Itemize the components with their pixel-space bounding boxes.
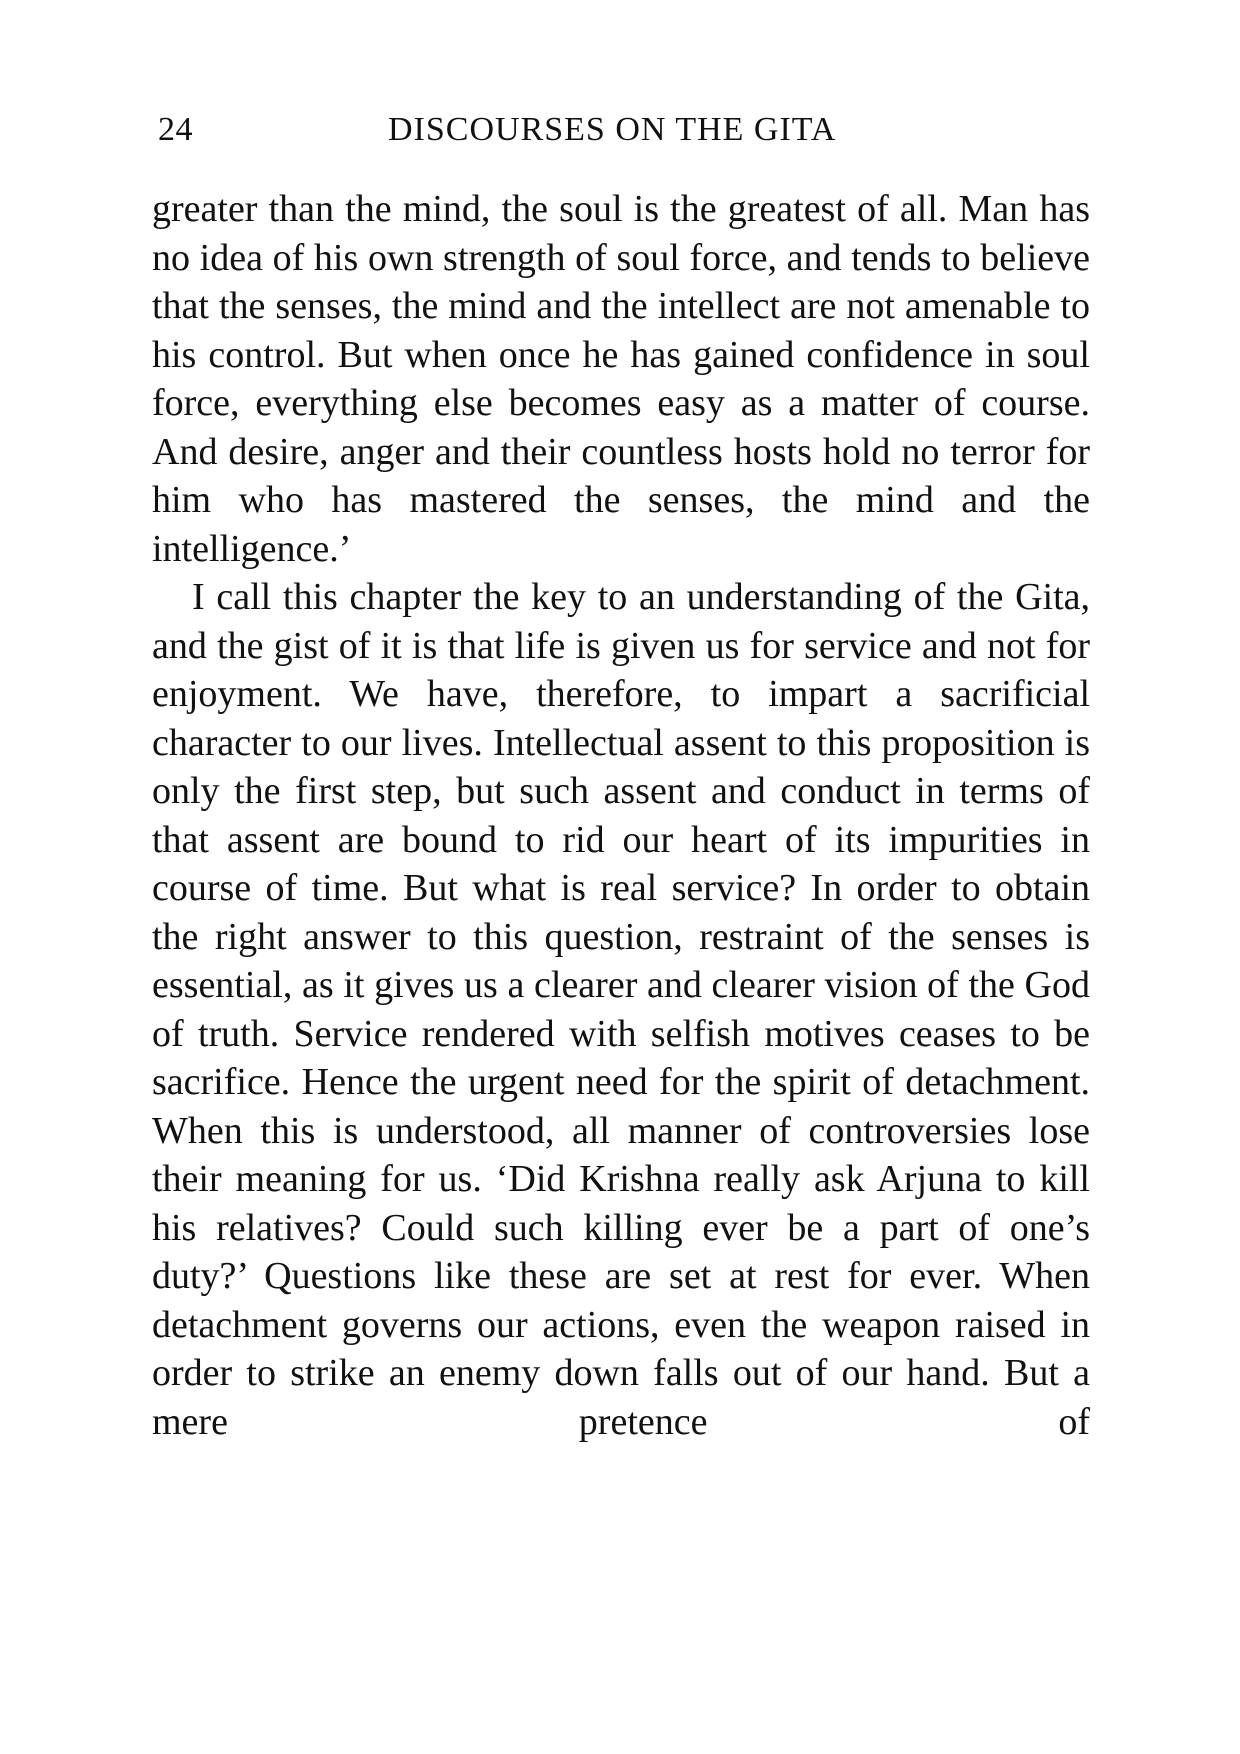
running-head: DISCOURSES ON THE GITA <box>388 111 837 148</box>
paragraph: greater than the mind, the soul is the greatest of all. Man has no idea of his own strength of soul force, and tends to believe that the senses, the mind and the intellect are not amenable to his control. But when once he has gained confidence in soul force, everything else becomes easy as a matter of course. And desire, anger and their countless hosts hold no terror for him who has mastered the senses, the mind and the intelligence.’ <box>152 188 1090 570</box>
page-number: 24 <box>158 111 193 148</box>
paragraph: I call this chapter the key to an understanding of the Gita, and the gist of it is that life is given us for service and not for enjoyment. We have, therefore, to impart a sacrificial character to our lives. Intellectual assent to this proposition is only the first step, but such assent and conduct in terms of that assent are bound to rid our heart of its impurities in course of time. But what is real service? In order to obtain the right answer to this question, restraint of the senses is essential, as it gives us a clearer and clearer vision of the God of truth. Service rendered with selfish motives ceases to be sacrifice. Hence the urgent need for the spirit of detachment. When this is understood, all manner of controversies lose their meaning for us. ‘Did Krishna really ask Arjuna to kill his relatives? Could such killing ever be a part of one’s duty?’ Questions like these are set at rest for ever. When detachment governs our actions, even the weapon raised in order to strike an enemy down falls out of our hand. But a mere pretence of <box>152 576 1090 1443</box>
body-text <box>152 185 1090 1446</box>
page-header <box>158 108 1058 152</box>
